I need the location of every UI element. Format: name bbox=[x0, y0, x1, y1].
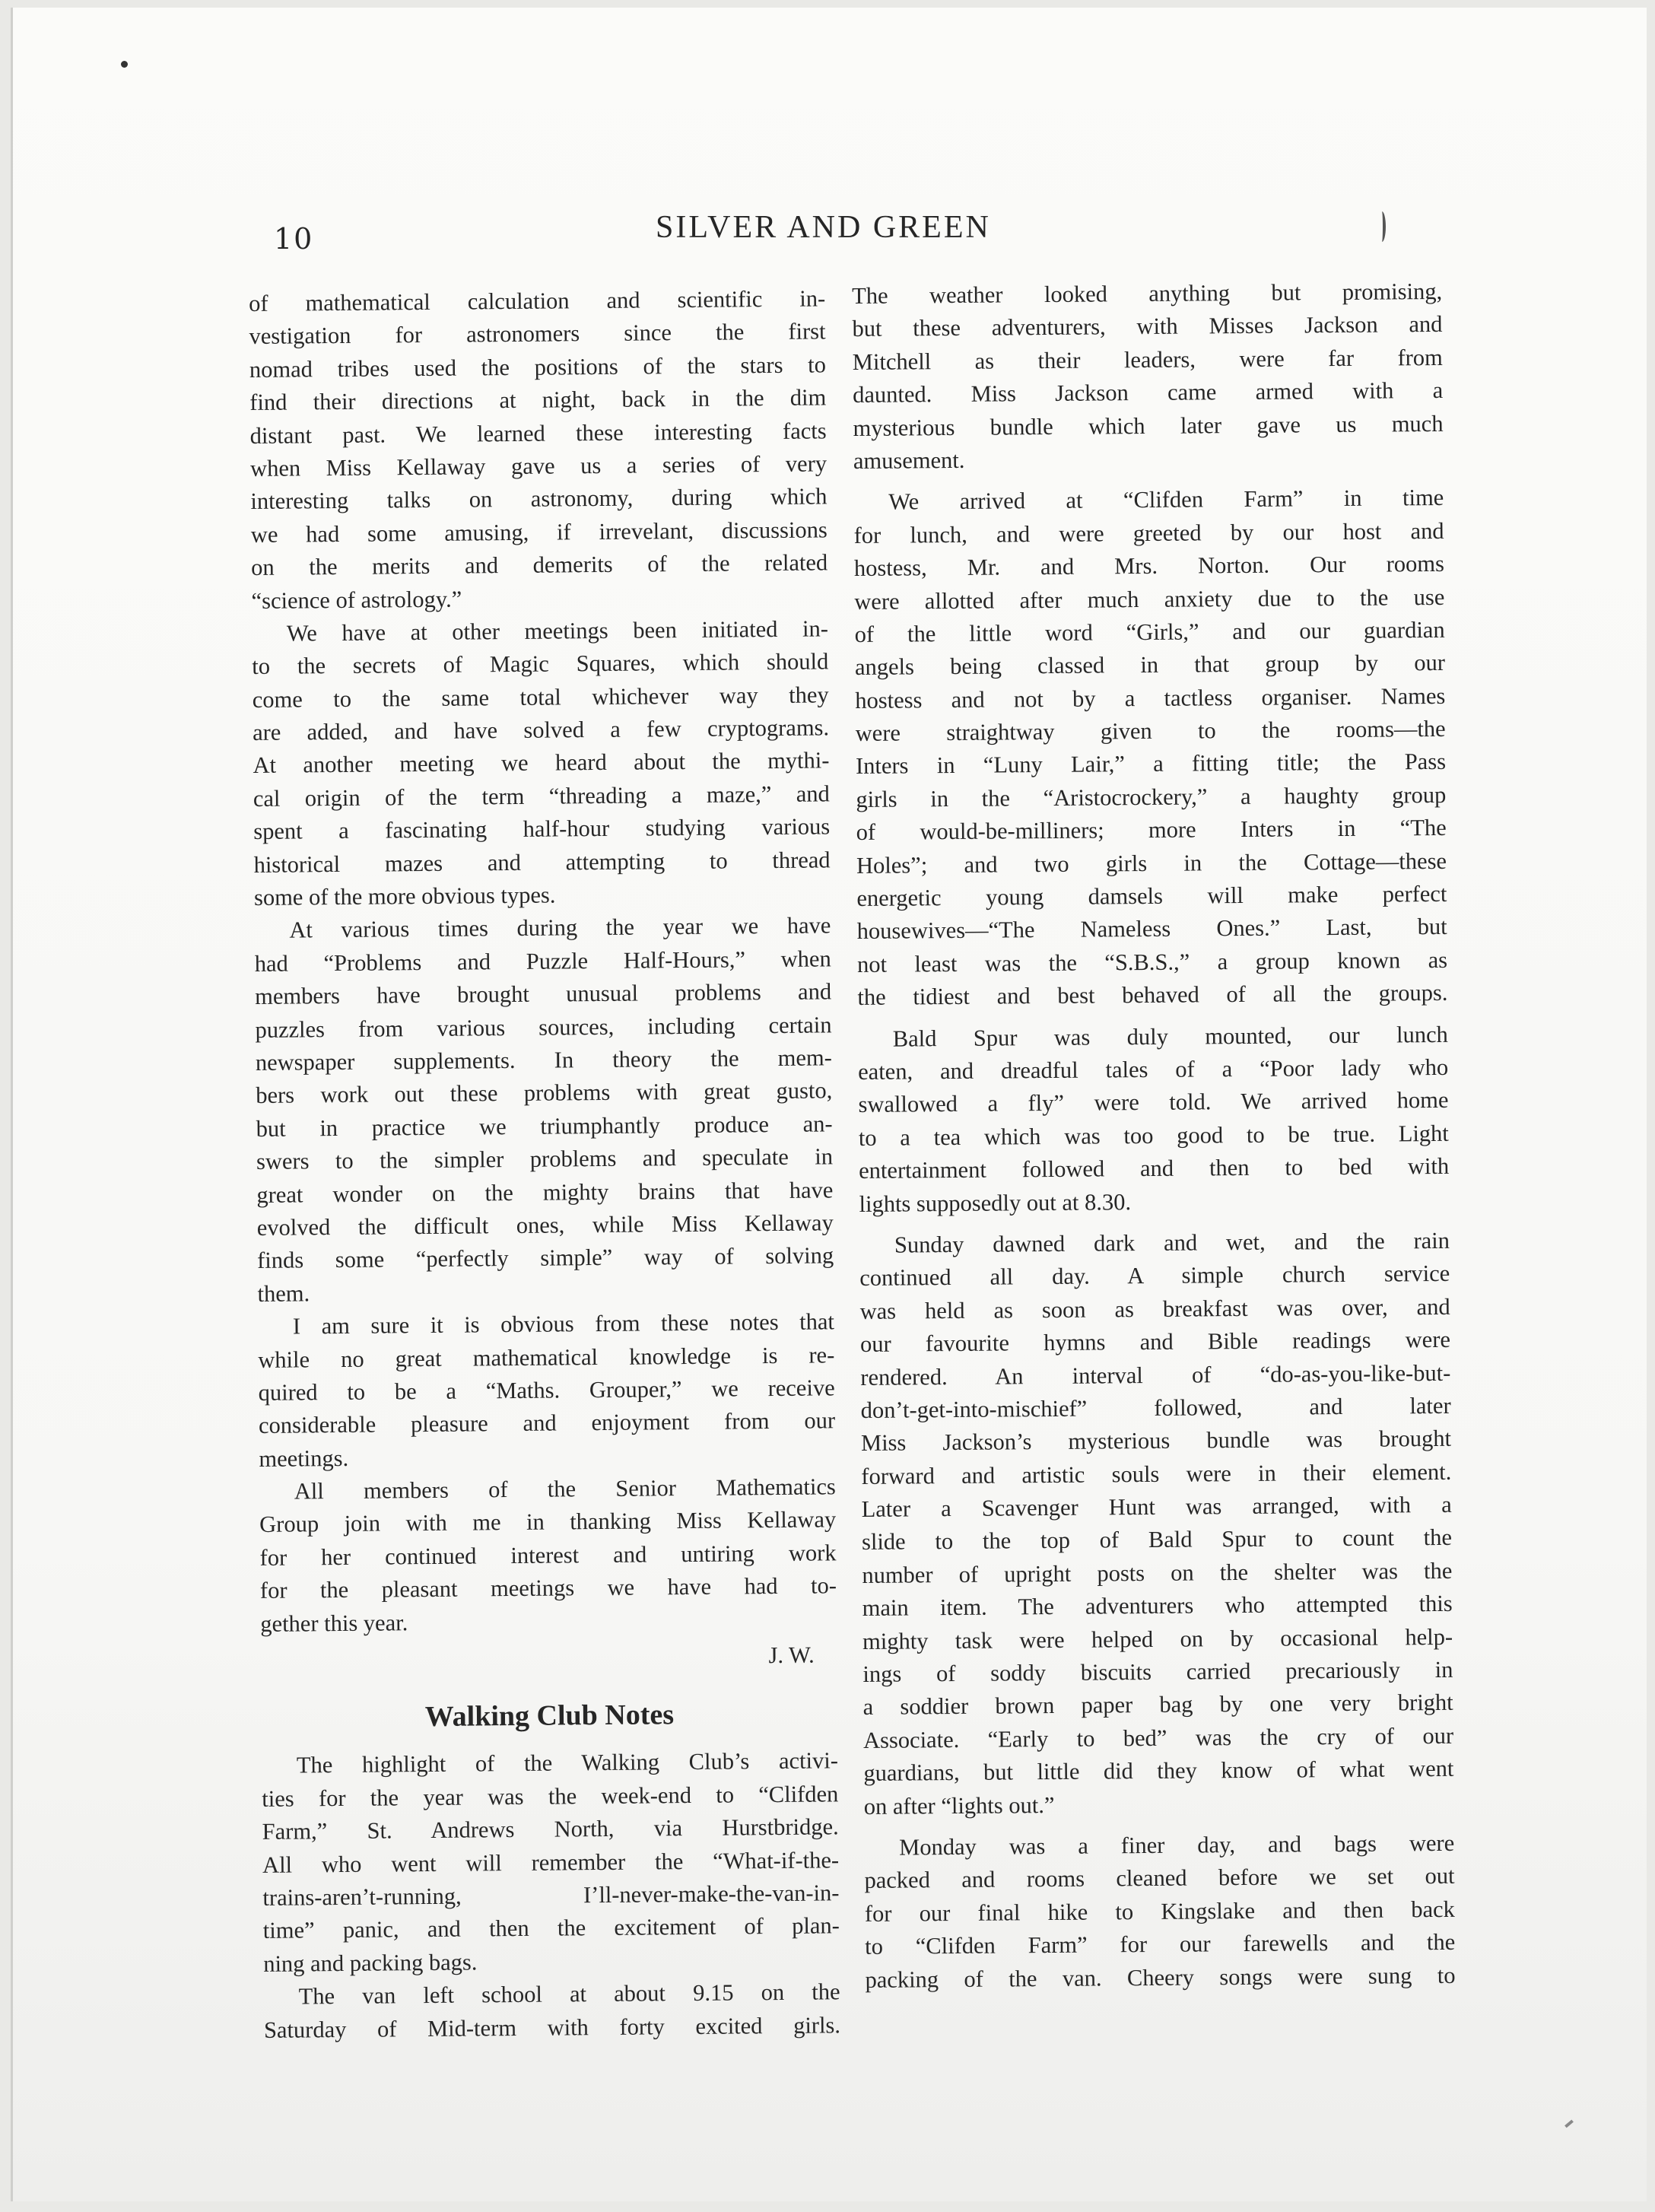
text-line: were allotted after much anxiety due to the use bbox=[854, 583, 1445, 615]
text-line: All who went will remember the “What-if-the- bbox=[262, 1846, 840, 1878]
text-line: trains-aren’t-running, I’ll-never-make-the-van-in- bbox=[262, 1880, 840, 1911]
section-heading: Walking Club Notes bbox=[424, 1699, 675, 1734]
text-line: are added, and have solved a few cryptograms. bbox=[252, 714, 830, 746]
text-line: slide to the top of Bald Spur to count the bbox=[861, 1524, 1453, 1556]
text-line: spent a fascinating half-hour studying various bbox=[253, 813, 831, 845]
text-line: Farm,” St. Andrews North, via Hurstbridge. bbox=[262, 1813, 839, 1845]
text-line: The van left school at about 9.15 on the bbox=[298, 1978, 840, 2010]
text-line: puzzles from various sources, including certain bbox=[255, 1011, 832, 1043]
running-head: SILVER AND GREEN bbox=[656, 210, 991, 245]
text-line: a soddier brown paper bag by one very bright bbox=[862, 1689, 1453, 1721]
text-line: All members of the Senior Mathematics bbox=[294, 1473, 836, 1505]
text-line: number of upright posts on the shelter was the bbox=[862, 1557, 1453, 1588]
text-line: we had some amusing, if irrevelant, discussions bbox=[250, 516, 828, 548]
text-line: Holes”; and two girls in the Cottage—these bbox=[856, 847, 1447, 879]
text-line: forward and artistic souls were in their element. bbox=[861, 1458, 1452, 1489]
text-line: distant past. We learned these interesting facts bbox=[249, 417, 827, 449]
right-column bbox=[852, 275, 1456, 1997]
text-line: come to the same total whichever way they bbox=[252, 682, 829, 713]
text-line: evolved the difficult ones, while Miss Kellaway bbox=[256, 1209, 834, 1241]
text-line: swers to the simpler problems and speculate in bbox=[256, 1143, 834, 1175]
text-line: were straightway given to the rooms—the bbox=[855, 715, 1446, 747]
text-line: not least was the “S.B.S.,” a group known as bbox=[856, 946, 1448, 977]
text-line: mighty task were helped on by occasional help- bbox=[862, 1623, 1453, 1654]
text-line: Sunday dawned dark and wet, and the rain bbox=[894, 1227, 1450, 1258]
text-line: We have at other meetings been initiated in- bbox=[286, 615, 829, 647]
text-line: housewives—“The Nameless Ones.” Last, but bbox=[856, 914, 1447, 945]
text-line: time” panic, and then the excitement of plan- bbox=[262, 1912, 840, 1944]
text-line: but in practice we triumphantly produce an- bbox=[256, 1111, 833, 1142]
text-line: hostess and not by a tactless organiser. Names bbox=[855, 682, 1446, 713]
text-line: Inters in “Luny Lair,” a fitting title; the Pass bbox=[855, 748, 1447, 780]
author-signature: J. W. bbox=[768, 1642, 815, 1669]
text-line: amusement. bbox=[853, 447, 965, 474]
text-line: our favourite hymns and Bible readings were bbox=[859, 1326, 1451, 1358]
text-line: great wonder on the mighty brains that have bbox=[256, 1176, 834, 1208]
text-line: for lunch, and were greeted by our host and bbox=[853, 517, 1444, 548]
text-line: was held as soon as breakfast was over, and bbox=[859, 1293, 1450, 1324]
text-line: Mitchell as their leaders, were far from bbox=[852, 344, 1443, 375]
text-line: gether this year. bbox=[260, 1609, 408, 1637]
text-line: for the pleasant meetings we have had to- bbox=[259, 1572, 837, 1604]
text-line: energetic young damsels will make perfect bbox=[856, 880, 1447, 912]
ink-dot bbox=[121, 61, 128, 68]
text-line: for our final hike to Kingslake and then back bbox=[864, 1896, 1455, 1927]
text-line: interesting talks on astronomy, during which bbox=[250, 483, 828, 515]
text-line: Group join with me in thanking Miss Kellaway bbox=[259, 1506, 837, 1538]
text-line: “science of astrology.” bbox=[251, 586, 462, 614]
text-line: continued all day. A simple church service bbox=[859, 1260, 1450, 1292]
text-line: mysterious bundle which later gave us much bbox=[853, 410, 1444, 441]
text-line: the tidiest and best behaved of all the groups. bbox=[857, 980, 1448, 1011]
text-line: meetings. bbox=[259, 1444, 349, 1472]
text-line: lights supposedly out at 8.30. bbox=[859, 1188, 1132, 1217]
text-line: had “Problems and Puzzle Half-Hours,” when bbox=[254, 946, 831, 977]
text-line: vestigation for astronomers since the first bbox=[249, 318, 826, 350]
margin-mark bbox=[1378, 211, 1386, 242]
text-line: eaten, and dreadful tales of a “Poor lady who bbox=[858, 1054, 1449, 1085]
text-line: Associate. “Early to bed” was the cry of our bbox=[862, 1722, 1454, 1753]
text-line: some of the more obvious types. bbox=[253, 882, 556, 911]
text-line: ning and packing bags. bbox=[263, 1949, 478, 1977]
text-line: swallowed a fly” were told. We arrived home bbox=[858, 1087, 1449, 1118]
text-line: hostess, Mr. and Mrs. Norton. Our rooms bbox=[853, 551, 1445, 582]
text-line: them. bbox=[257, 1280, 310, 1307]
text-line: At various times during the year we have bbox=[289, 912, 831, 943]
text-line: ings of soddy biscuits carried precariously in bbox=[862, 1656, 1453, 1687]
text-line: but these adventurers, with Misses Jackson and bbox=[852, 311, 1443, 342]
text-line: guardians, but little did they know of what went bbox=[863, 1756, 1454, 1787]
text-line: to a tea which was too good to be true. Light bbox=[858, 1120, 1449, 1151]
text-line: main item. The adventurers who attempted this bbox=[862, 1591, 1453, 1622]
text-line: to “Clifden Farm” for our farewells and the bbox=[865, 1928, 1456, 1960]
text-line: Bald Spur was duly mounted, our lunch bbox=[892, 1021, 1448, 1052]
pencil-smudge bbox=[1564, 2120, 1574, 2128]
text-line: Saturday of Mid-term with forty excited girls. bbox=[263, 2011, 841, 2043]
text-line: when Miss Kellaway gave us a series of very bbox=[249, 450, 828, 481]
text-line: historical mazes and attempting to thread bbox=[253, 846, 831, 878]
text-line: to the secrets of Magic Squares, which should bbox=[252, 648, 829, 680]
text-line: considerable pleasure and enjoyment from our bbox=[258, 1407, 836, 1439]
text-line: cal origin of the term “threading a maze,” and bbox=[253, 780, 830, 812]
text-line: packed and rooms cleaned before we set out bbox=[864, 1863, 1455, 1894]
text-line: on after “lights out.” bbox=[863, 1791, 1055, 1819]
text-line: daunted. Miss Jackson came armed with a bbox=[853, 377, 1444, 408]
text-line: We arrived at “Clifden Farm” in time bbox=[888, 485, 1444, 515]
text-line: Later a Scavenger Hunt was arranged, with a bbox=[861, 1491, 1452, 1523]
text-line: quired to be a “Maths. Grouper,” we receive bbox=[258, 1375, 835, 1406]
page-number: 10 bbox=[274, 222, 314, 256]
left-column bbox=[249, 282, 840, 2046]
text-line: for her continued interest and untiring work bbox=[259, 1540, 837, 1571]
text-line: bers work out these problems with great gusto, bbox=[256, 1077, 833, 1109]
text-line: girls in the “Aristocrockery,” a haughty group bbox=[856, 781, 1447, 812]
text-line: of would-be-milliners; more Inters in “The bbox=[856, 815, 1447, 846]
text-line: find their directions at night, back in the dim bbox=[249, 384, 827, 416]
text-line: newspaper supplements. In theory the mem- bbox=[255, 1044, 833, 1076]
text-line: while no great mathematical knowledge is re- bbox=[258, 1341, 835, 1373]
text-line: ties for the year was the week-end to “Clifden bbox=[262, 1781, 839, 1812]
text-line: The weather looked anything but promising, bbox=[852, 278, 1443, 309]
text-line: angels being classed in that group by our bbox=[854, 650, 1446, 681]
text-line: I am sure it is obvious from these notes that bbox=[292, 1308, 835, 1340]
text-line: packing of the van. Cheery songs were sung to bbox=[865, 1962, 1456, 1993]
text-line: The highlight of the Walking Club’s activi- bbox=[296, 1747, 839, 1778]
text-line: rendered. An interval of “do-as-you-like-but- bbox=[860, 1359, 1451, 1390]
text-line: Monday was a finer day, and bags were bbox=[899, 1829, 1455, 1861]
text-line: members have brought unusual problems and bbox=[254, 978, 832, 1010]
text-line: entertainment followed and then to bed with bbox=[859, 1153, 1450, 1184]
text-line: don’t-get-into-mischief” followed, and later bbox=[860, 1392, 1451, 1423]
text-line: on the merits and demerits of the related bbox=[251, 549, 828, 581]
text-line: Miss Jackson’s mysterious bundle was brought bbox=[860, 1425, 1452, 1457]
book-page bbox=[11, 8, 1647, 2201]
text-line: At another meeting we heard about the mythi- bbox=[253, 747, 830, 779]
text-line: nomad tribes used the positions of the stars to bbox=[249, 351, 827, 383]
text-line: finds some “perfectly simple” way of solving bbox=[257, 1242, 834, 1274]
text-line: of the little word “Girls,” and our guardian bbox=[854, 616, 1445, 647]
text-line: of mathematical calculation and scientific in- bbox=[249, 285, 826, 316]
